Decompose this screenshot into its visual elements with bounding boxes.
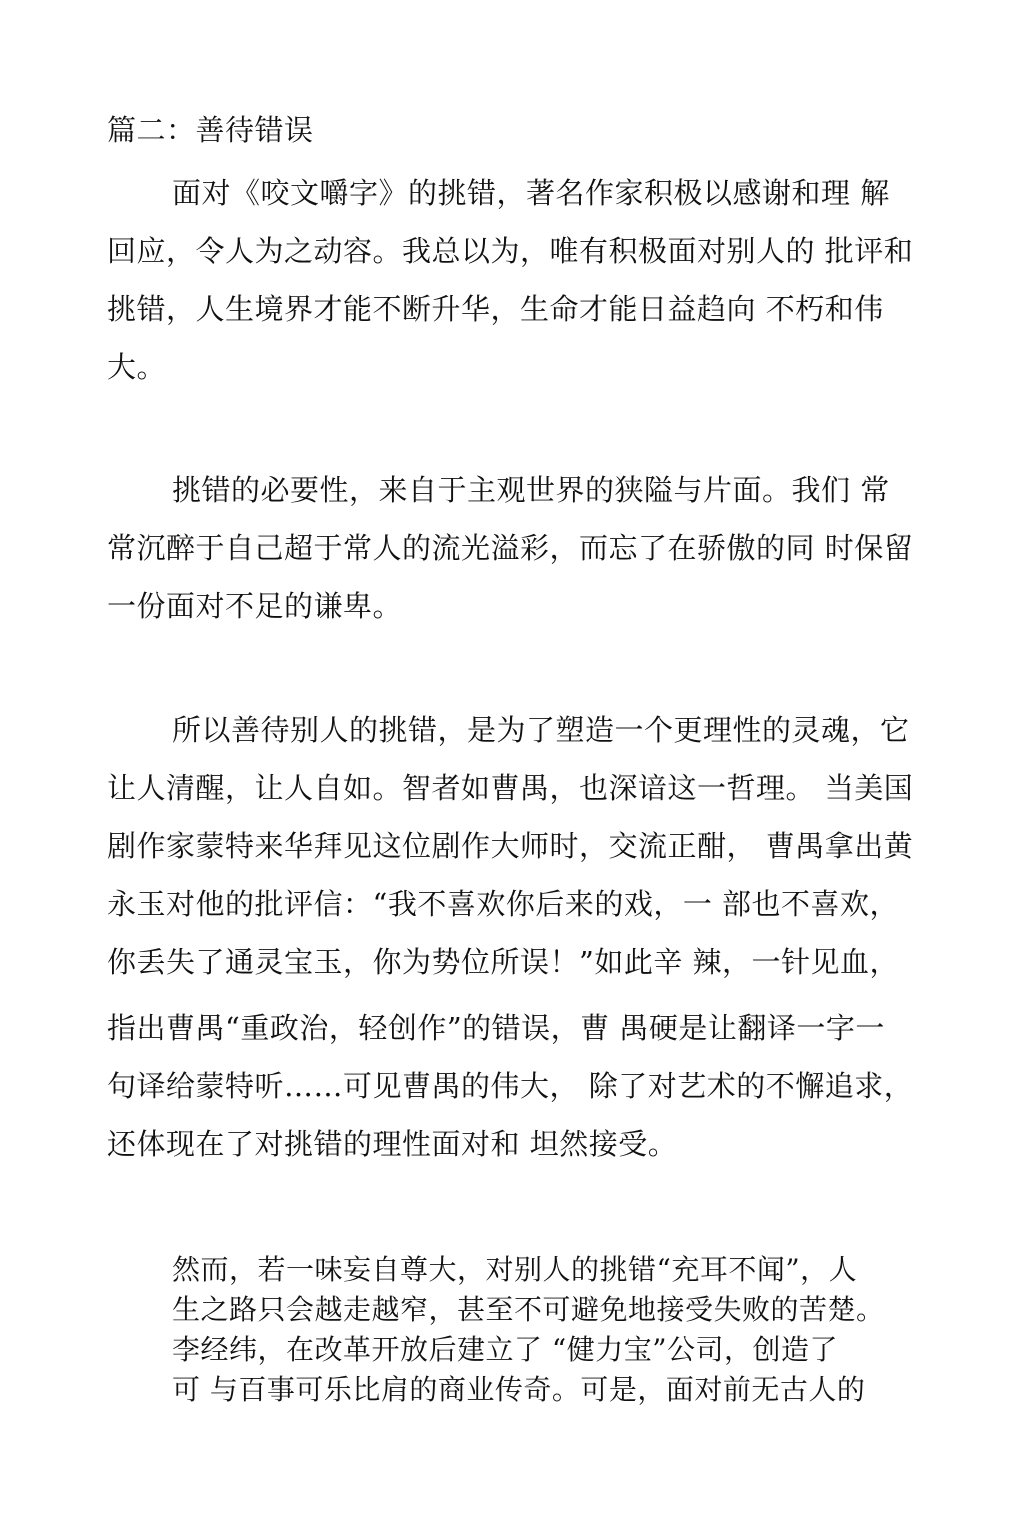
paragraph-3-line-2: 让人清醒，让人自如。智者如曹禺，也深谙这一哲理。 当美国 [107,771,914,805]
paragraph-1-line-1: 面对《咬文嚼字》的挑错，著名作家积极以感谢和理 解 [172,176,890,210]
paragraph-3-line-1: 所以善待别人的挑错，是为了塑造一个更理性的灵魂，它 [172,713,910,747]
paragraph-3-line-7: 句译给蒙特听……可见曹禺的伟大， 除了对艺术的不懈追求， [107,1069,914,1103]
paragraph-4-line-3: 李经纬，在改革开放后建立了 “健力宝”公司，创造了 [172,1333,839,1366]
paragraph-1-line-4: 大。 [107,350,167,384]
paragraph-2-line-1: 挑错的必要性，来自于主观世界的狭隘与片面。我们 常 [172,473,890,507]
paragraph-4-line-4: 可 与百事可乐比肩的商业传奇。可是，面对前无古人的 [172,1373,866,1406]
paragraph-3-line-5: 你丢失了通灵宝玉，你为势位所误！”如此辛 辣，一针见血， [107,945,900,979]
paragraph-3-line-3: 剧作家蒙特来华拜见这位剧作大师时，交流正酣， 曹禺拿出黄 [107,829,914,863]
document-title: 篇二：善待错误 [107,113,314,147]
paragraph-3-line-6: 指出曹禺“重政治，轻创作”的错误，曹 禺硬是让翻译一字一 [107,1011,885,1045]
paragraph-2-line-3: 一份面对不足的谦卑。 [107,589,403,623]
paragraph-4-line-2: 生之路只会越走越窄，甚至不可避免地接受失败的苦楚。 [172,1293,885,1326]
paragraph-4-line-1: 然而，若一味妄自尊大，对别人的挑错“充耳不闻”，人 [172,1253,858,1286]
paragraph-3-line-4: 永玉对他的批评信：“我不喜欢你后来的戏，一 部也不喜欢， [107,887,900,921]
paragraph-2-line-2: 常沉醉于自己超于常人的流光溢彩，而忘了在骄傲的同 时保留 [107,531,914,565]
paragraph-3-line-8: 还体现在了对挑错的理性面对和 坦然接受。 [107,1127,678,1161]
paragraph-1-line-2: 回应，令人为之动容。我总以为，唯有积极面对别人的 批评和 [107,234,914,268]
paragraph-1-line-3: 挑错，人生境界才能不断升华，生命才能日益趋向 不朽和伟 [107,292,884,326]
